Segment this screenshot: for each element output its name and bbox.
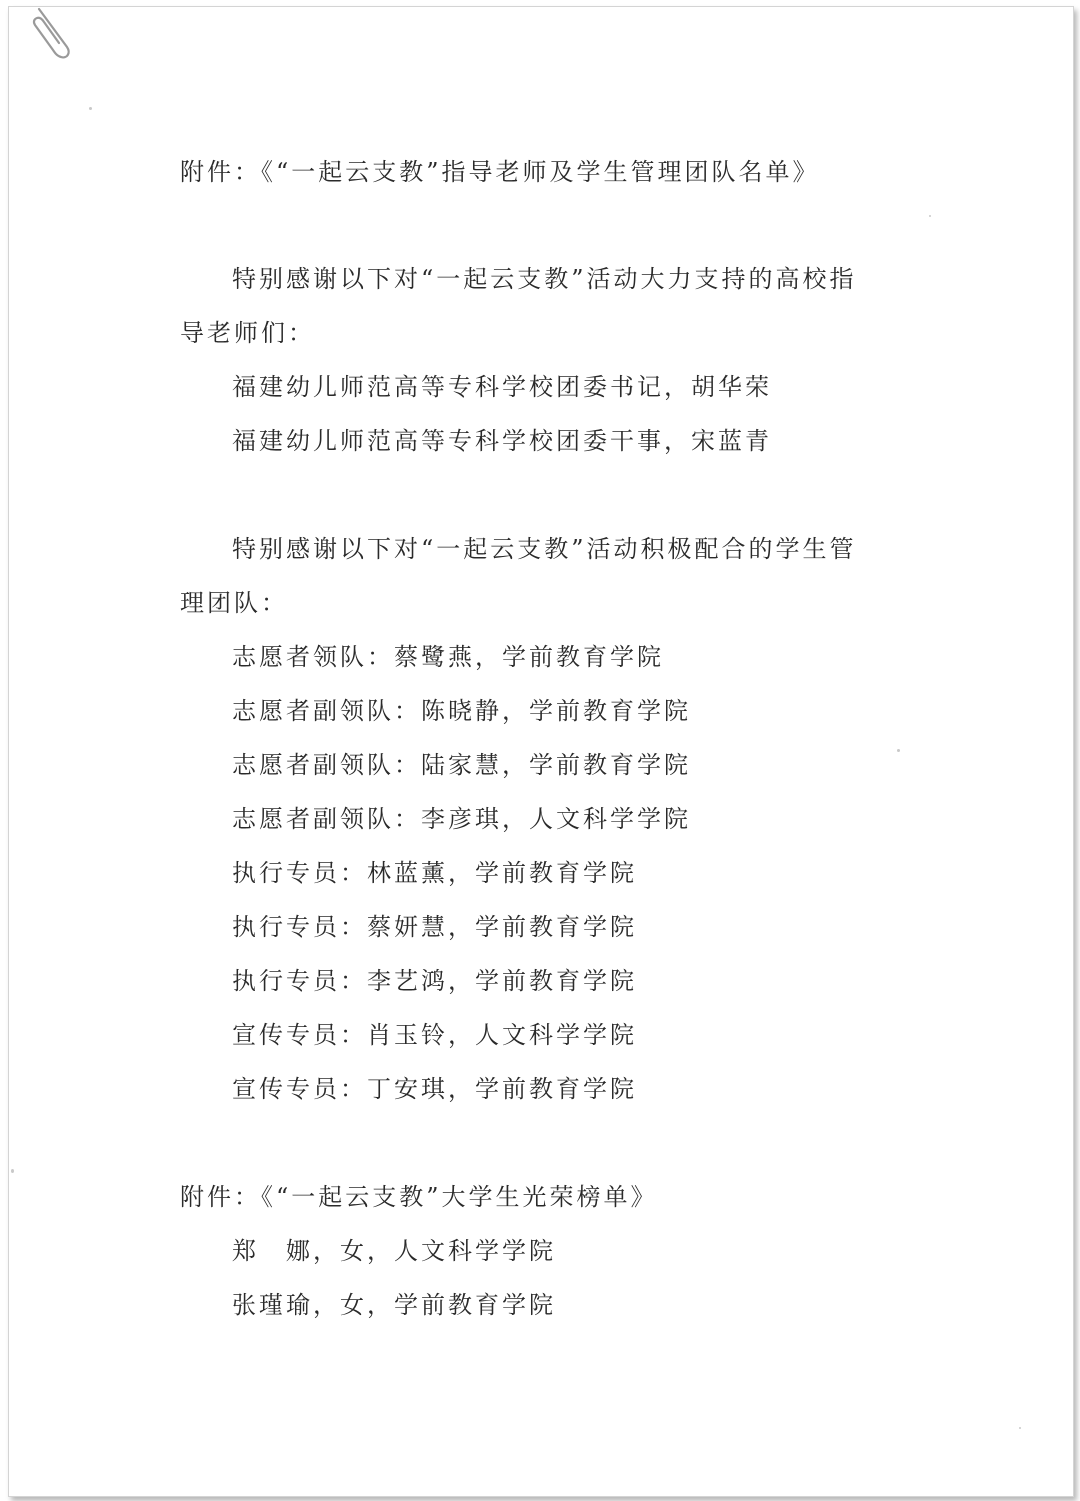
team-member-entry: 宣传专员：丁安琪，学前教育学院 — [232, 1075, 637, 1103]
team-member-entry: 宣传专员：肖玉铃，人文科学学院 — [232, 1021, 637, 1049]
team-member-entry: 志愿者副领队：陈晓静，学前教育学院 — [232, 697, 691, 725]
team-member-entry: 执行专员：李艺鸿，学前教育学院 — [232, 967, 637, 995]
team-member-entry: 执行专员：蔡妍慧，学前教育学院 — [232, 913, 637, 941]
team-member-entry: 志愿者领队：蔡鹭燕，学前教育学院 — [232, 643, 664, 671]
teacher-thanks-line-1: 特别感谢以下对“一起云支教”活动大力支持的高校指 — [232, 265, 857, 293]
team-member-entry: 志愿者副领队：陆家慧，学前教育学院 — [232, 751, 691, 779]
team-thanks-line-1: 特别感谢以下对“一起云支教”活动积极配合的学生管 — [232, 535, 857, 563]
team-thanks-line-2: 理团队： — [180, 589, 288, 617]
student-entry: 郑 娜，女，人文科学学院 — [232, 1237, 556, 1265]
team-member-entry: 志愿者副领队：李彦琪，人文科学学院 — [232, 805, 691, 833]
teacher-entry: 福建幼儿师范高等专科学校团委干事，宋蓝青 — [232, 427, 772, 455]
attachment-heading-1: 附件：《“一起云支教”指导老师及学生管理团队名单》 — [180, 158, 820, 186]
team-member-entry: 执行专员：林蓝薰，学前教育学院 — [232, 859, 637, 887]
teacher-entry: 福建幼儿师范高等专科学校团委书记，胡华荣 — [232, 373, 772, 401]
attachment-heading-2: 附件：《“一起云支教”大学生光荣榜单》 — [180, 1183, 658, 1211]
student-entry: 张瑾瑜，女，学前教育学院 — [232, 1291, 556, 1319]
teacher-thanks-line-2: 导老师们： — [180, 319, 315, 347]
